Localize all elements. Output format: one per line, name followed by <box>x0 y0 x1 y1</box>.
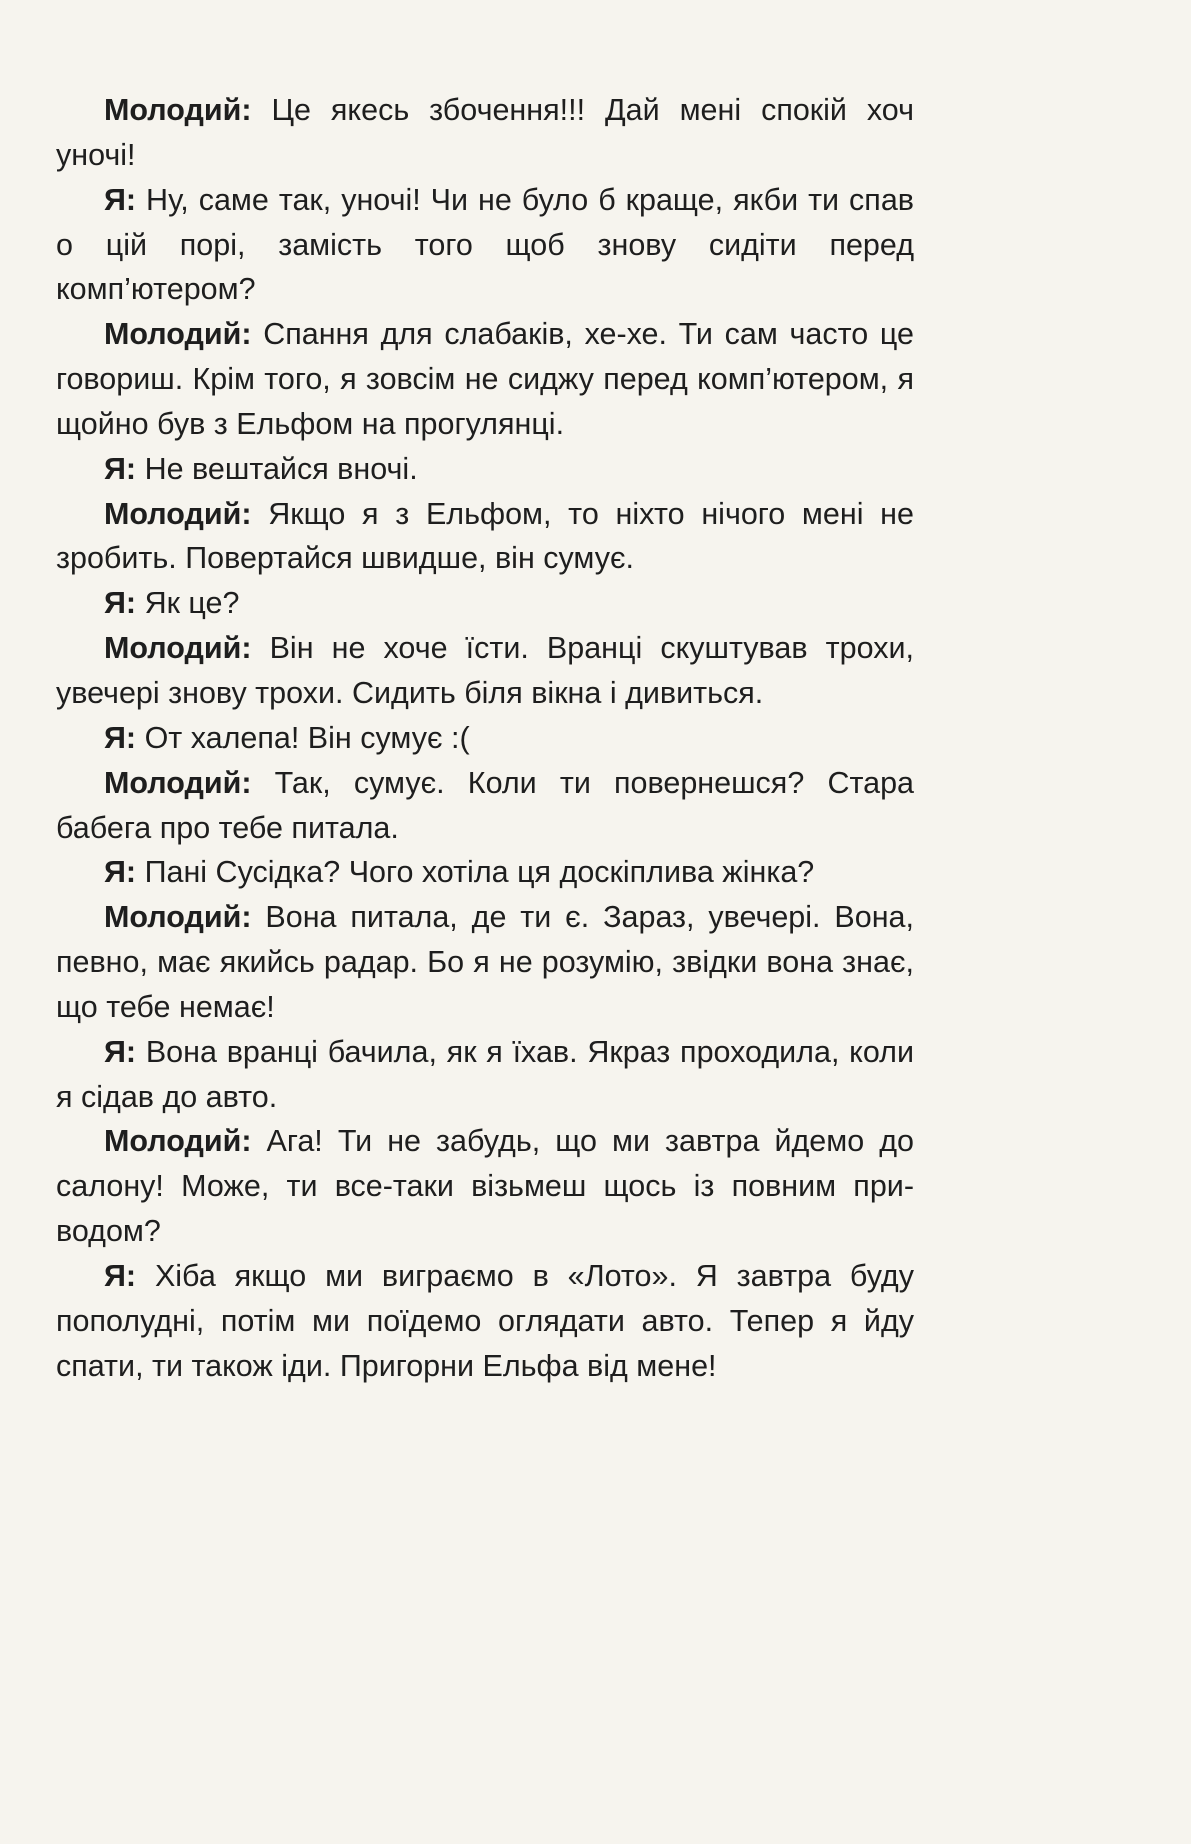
speaker-name: Молодий <box>104 317 242 352</box>
speaker-name: Молодий <box>104 900 242 935</box>
line-text: Так, сумує. Коли ти повернешся? Стара бабега про тебе питала. <box>56 765 914 845</box>
dialogue-line: Молодий: Він не хоче їсти. Вранці скуштував трохи, увечері знову трохи. Сидить біля вікна і дивиться. <box>56 631 914 710</box>
speaker-name: Я <box>104 855 126 890</box>
dialogue-line: Я: Не вештайся вночі. <box>104 451 418 486</box>
speaker-name: Я <box>104 1034 126 1069</box>
dialogue-line: Я: Хіба якщо ми виграємо в «Лото». Я завтра буду пополудні, потім ми поїдемо оглядати авто. Тепер я йду спати, ти також іди. Пригорни Ельфа від мене! <box>56 1258 914 1383</box>
line-text: Якщо я з Ельфом, то ніхто нічого мені не зробить. Повертайся швидше, він сумує. <box>56 496 914 576</box>
speaker-name: Я <box>104 720 126 755</box>
speaker-name: Молодий <box>104 1124 242 1159</box>
dialogue-line: Я: Вона вранці бачила, як я їхав. Якраз проходила, коли я сідав до авто. <box>56 1034 914 1114</box>
dialogue-line: Молодий: Це якесь збочення!!! Дай мені спокій хоч уночі! <box>56 93 914 172</box>
line-text: Ага! Ти не забудь, що ми завтра йдемо до салону! Може, ти все-таки візьмеш щось із повним приводом? <box>56 1124 914 1249</box>
speaker-name: Молодий <box>104 496 242 531</box>
line-text: Як це? <box>144 586 240 621</box>
speaker-name: Я <box>104 182 126 217</box>
dialogue-line: Я: Як це? <box>104 586 240 621</box>
dialogue-line: Молодий: Так, сумує. Коли ти повернешся? Стара бабега про тебе питала. <box>56 765 914 845</box>
dialogue-line: Молодий: Спання для слабаків, хе-хе. Ти сам часто це говориш. Крім того, я зовсім не сиджу перед комп’ютером, я щойно був з Ельфом на прогулянці. <box>56 317 914 441</box>
line-text: Хіба якщо ми виграємо в «Лото». Я завтра буду пополудні, потім ми поїдемо оглядати авто. Тепер я йду спати, ти також іди. Пригорни Ельфа від мене! <box>56 1258 914 1383</box>
line-text: Пані Сусідка? Чого хотіла ця доскіплива жінка? <box>144 855 815 890</box>
speaker-name: Молодий <box>104 631 242 666</box>
line-text: Він не хоче їсти. Вранці скуштував трохи, увечері знову трохи. Сидить біля вікна і дивиться. <box>56 631 914 710</box>
speaker-name: Я <box>104 1258 126 1293</box>
speaker-name: Молодий <box>104 93 242 127</box>
speaker-name: Я <box>104 451 126 486</box>
line-text: Це якесь збочення!!! Дай мені спокій хоч уночі! <box>56 93 914 172</box>
dialogue-line: Молодий: Якщо я з Ельфом, то ніхто нічого мені не зробить. Повертайся швидше, він сумує. <box>56 496 914 576</box>
line-text: Спання для слабаків, хе-хе. Ти сам часто це говориш. Крім того, я зовсім не сиджу перед комп’ютером, я щойно був з Ельфом на прогулянці. <box>56 317 914 441</box>
line-text: От халепа! Він сумує :( <box>144 720 470 755</box>
dialogue-line: Я: Пані Сусідка? Чого хотіла ця доскіплива жінка? <box>104 855 815 890</box>
line-text: Не вештайся вночі. <box>144 451 418 486</box>
dialogue-line: Молодий: Ага! Ти не забудь, що ми завтра йдемо до салону! Може, ти все-таки візьмеш щось із повним приводом? <box>56 1124 914 1249</box>
dialogue-line: Молодий: Вона питала, де ти є. Зараз, увечері. Вона, певно, має якийсь радар. Бо я не розумію, звідки вона знає, що тебе немає! <box>56 900 914 1024</box>
dialogue-line: Я: Ну, саме так, уночі! Чи не було б краще, якби ти спав о цій порі, замість того щоб знову сидіти перед комп’ютером? <box>56 182 914 307</box>
dialogue-text <box>56 88 914 1388</box>
speaker-name: Молодий <box>104 765 242 800</box>
line-text: Вона питала, де ти є. Зараз, увечері. Вона, певно, має якийсь радар. Бо я не розумію, звідки вона знає, що тебе немає! <box>56 900 914 1024</box>
speaker-name: Я <box>104 586 126 621</box>
dialogue-line: Я: От халепа! Він сумує :( <box>104 720 470 755</box>
line-text: Вона вранці бачила, як я їхав. Якраз проходила, коли я сідав до авто. <box>56 1034 914 1114</box>
line-text: Ну, саме так, уночі! Чи не було б краще, якби ти спав о цій порі, замість того щоб знову сидіти перед комп’ютером? <box>56 182 914 307</box>
